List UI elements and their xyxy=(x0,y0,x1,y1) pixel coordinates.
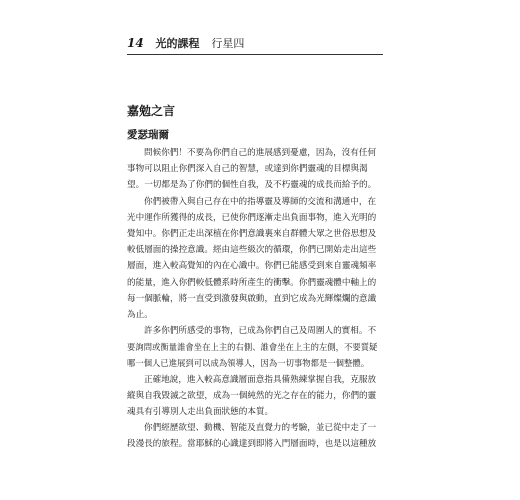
text-line: 事物可以阻止你們深入自己的智慧，或達到你們靈魂的目標與渴 xyxy=(127,164,368,175)
text-line: 你們被帶入與自己存在中的指導靈及導師的交流和溝通中，在 xyxy=(144,196,377,207)
text-line: 覺知中。你們正走出深植在你們意識裏來自群體大眾之世俗思想及 xyxy=(127,228,377,239)
text-line: 為止。 xyxy=(127,309,153,320)
book-title: 光的課程 xyxy=(155,37,200,50)
paragraph xyxy=(127,420,383,452)
text-line: 段漫長的旅程。當耶穌的心識達到即將入門層面時，也是以這種放 xyxy=(127,439,377,450)
section-title: 嘉勉之言 xyxy=(127,104,176,118)
header-divider xyxy=(127,54,383,55)
paragraph xyxy=(127,194,383,324)
text-line: 較低層面的操控意識。經由這些級次的循環，你們已開始走出這些 xyxy=(127,245,377,256)
text-line: 問候你們！不要為你們自己的進展感到憂慮，因為，沒有任何 xyxy=(144,148,377,158)
chapter-name: 行星四 xyxy=(211,37,245,50)
text-line: 的能量，進入你們較低體系時所產生的衝擊。你們靈魂體中軸上的 xyxy=(127,277,377,288)
text-line: 魂具有引導別人走出負面狀態的本質。 xyxy=(127,407,274,417)
text-line: 縱與自我毀滅之欲望，成為一個純然的光之存在的能力，你們的靈 xyxy=(127,390,377,401)
text-line: 每一個脈輪，將一直受到激發與啟動，直到它成為光輝燦爛的意識 xyxy=(127,293,377,304)
page-number: 14 xyxy=(127,36,144,50)
quote-paragraph xyxy=(127,339,383,371)
paragraph xyxy=(127,145,383,194)
text-line: 許多你們所感受的事物，已成為你們自己及周圍人的實相。不 xyxy=(144,326,377,337)
text-line: 層面，進入較高覺知的內在心識中。你們已能感受到來自靈魂頻率 xyxy=(127,261,377,272)
text-line: 光中運作所獲得的成長，已使你們逐漸走出負面事物，進入光明的 xyxy=(127,212,377,223)
text-line: 正確地說，進入較高意識層面意指具備熟練掌握自我，克服放 xyxy=(144,374,377,385)
paragraph xyxy=(127,323,383,339)
text-line: 要詢問或衡量誰會坐在上主的右側、誰會坐在上主的左側，不要質疑 xyxy=(127,342,378,353)
text-line: 望。一切都是為了你們的個性自我，及不朽靈魂的成長而給予的。 xyxy=(127,180,377,191)
body-text xyxy=(127,145,383,497)
text-line: 你們經歷欲望、動機、智能及直覺力的考驗，並已從中走了一 xyxy=(144,423,377,434)
text-line: 哪一個人已進展到可以成為領導人，因為一切事物都是一個整體。 xyxy=(127,358,370,369)
paragraph xyxy=(127,372,383,421)
running-header xyxy=(127,35,383,51)
author-name: 愛瑟瑞爾 xyxy=(127,129,169,141)
